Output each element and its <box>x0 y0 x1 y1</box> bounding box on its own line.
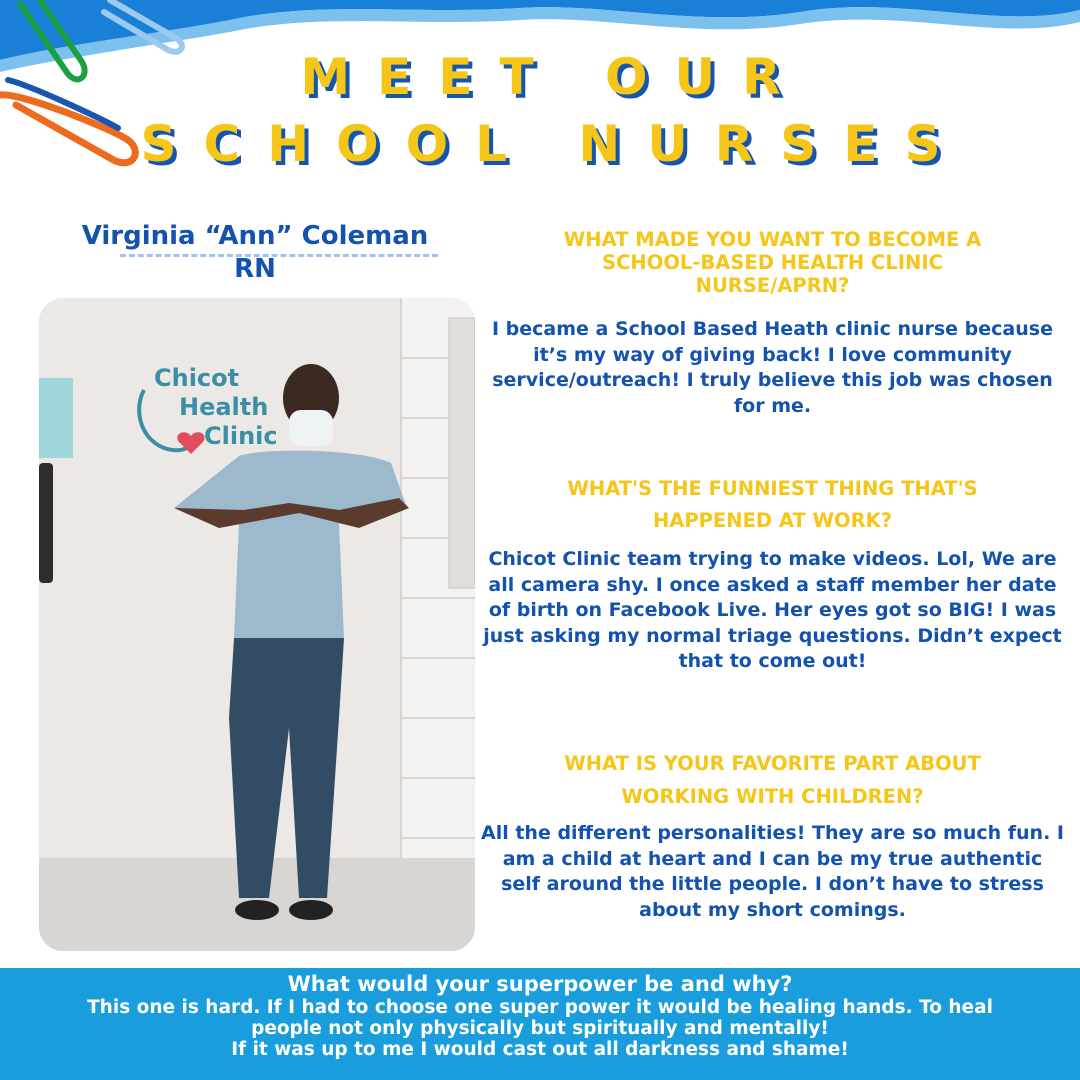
superpower-question: What would your superpower be and why? <box>287 972 793 996</box>
answer-text: Chicot Clinic team trying to make videos. Lol, We are all camera shy. I once asked a staff member her date of birth on Facebook Live. Her eyes got so BIG! I was just asking my normal triage questions. Didn’t expect that to come out! <box>483 548 1062 672</box>
nurse-credential: RN <box>234 254 276 284</box>
superpower-answer-line-3: If it was up to me I would cast out all darkness and shame! <box>231 1039 849 1060</box>
question-heading: WHAT MADE YOU WANT TO BECOME A SCHOOL-BASED HEALTH CLINIC NURSE/APRN? <box>563 228 982 297</box>
name-underline <box>120 254 438 257</box>
answer-text: All the different personalities! They are so much fun. I am a child at heart and I can be my true authentic self around the little people. I don’t have to stress about my short comings. <box>481 822 1064 921</box>
page-title-line-1: MEET OUR <box>300 48 808 106</box>
qa-section-3 <box>480 747 1065 923</box>
superpower-answer-line-2: people not only physically but spiritually and mentally! <box>251 1018 829 1039</box>
photo-illustration <box>39 298 475 951</box>
nurse-name-block <box>40 220 470 285</box>
nurse-photo <box>39 298 475 951</box>
qa-section-2 <box>480 473 1065 675</box>
answer-text: I became a School Based Heath clinic nurse because it’s my way of giving back! I love community service/outreach! I truly believe this job was chosen for me. <box>492 318 1053 417</box>
sign-text-3: Clinic <box>204 422 278 450</box>
superpower-answer-line-1: This one is hard. If I had to choose one super power it would be healing hands. To heal <box>87 997 993 1018</box>
page-title-line-2: SCHOOL NURSES <box>140 115 968 173</box>
sign-text-1: Chicot <box>154 364 240 392</box>
question-heading: WHAT IS YOUR FAVORITE PART ABOUT WORKING WITH CHILDREN? <box>564 752 981 808</box>
qa-section-1 <box>480 228 1065 419</box>
nurse-name: Virginia “Ann” Coleman <box>81 221 429 251</box>
sign-text-2: Health <box>179 393 269 421</box>
question-heading: WHAT'S THE FUNNIEST THING THAT'S HAPPENED AT WORK? <box>567 477 978 532</box>
superpower-band <box>0 968 1080 1080</box>
